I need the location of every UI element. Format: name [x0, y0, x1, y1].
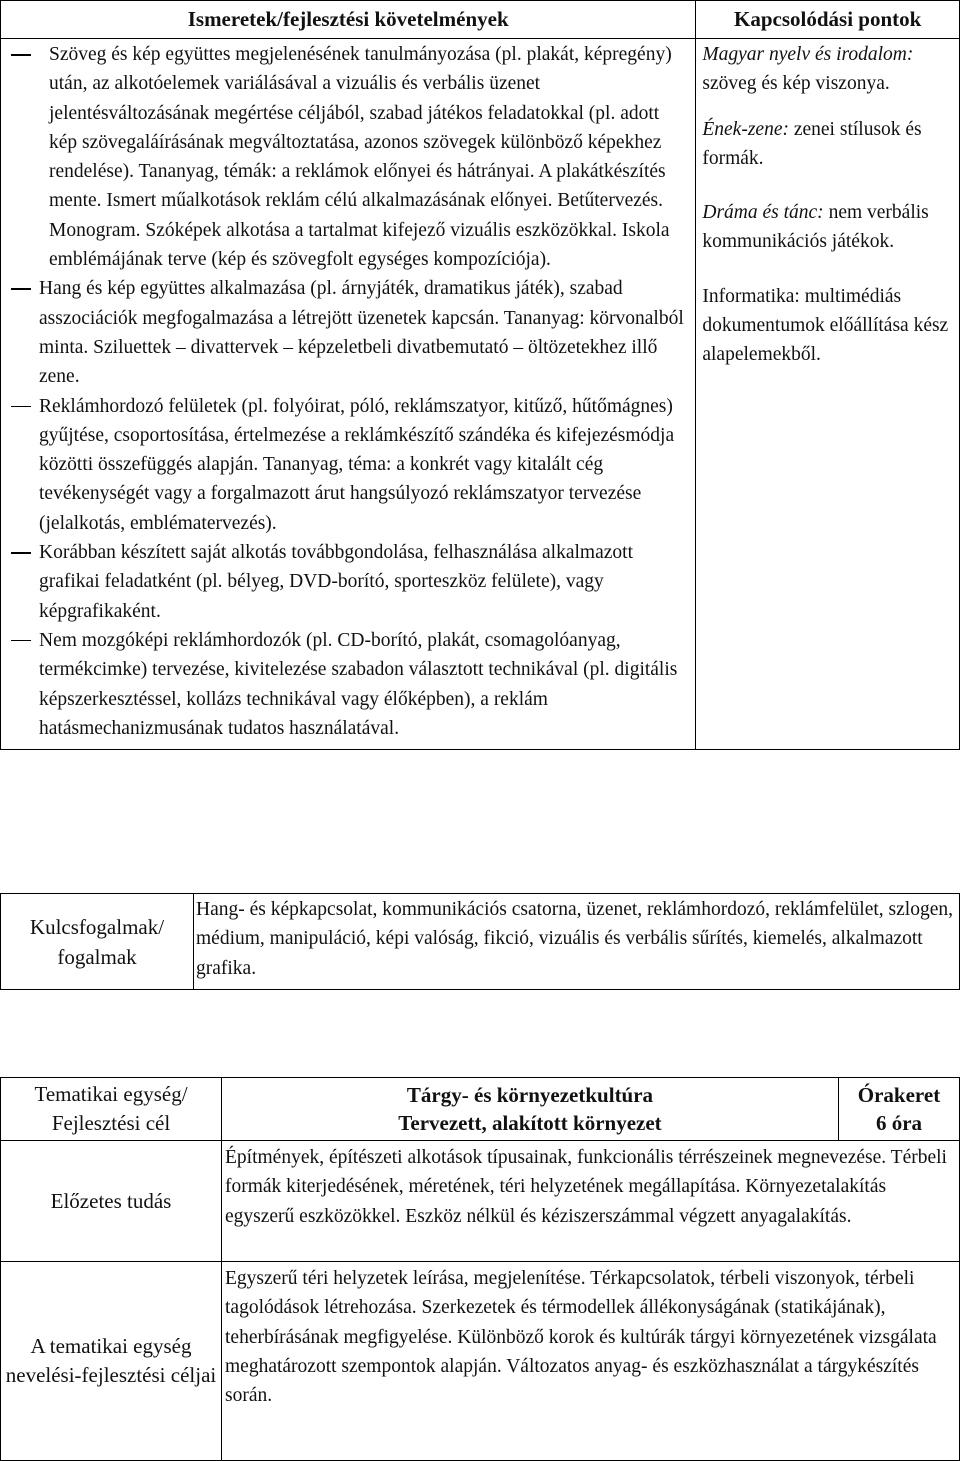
connection-text: nem verbális kommunikációs játékok. — [702, 202, 929, 253]
key-concepts-label: Kulcsfogalmak/ fogalmak — [1, 894, 194, 990]
unit-title-line: Tervezett, alakított környezet — [398, 1111, 662, 1135]
connection-music — [702, 115, 955, 174]
connection-literature — [702, 40, 955, 99]
key-concepts-value: Hang- és képkapcsolat, kommunikációs csatorna, üzenet, reklámhordozó, reklámfelület, szlogen, médium, manipuláció, képi valóság, fikció, vizuális és verbális sűrítés, kiemelés, alkalmazott grafika. — [194, 894, 960, 990]
connection-subject: Magyar nyelv és irodalom: — [702, 44, 914, 65]
connection-text: multimédiás dokumentumok előállítása kész alapelemekből. — [702, 285, 949, 366]
connections-cell — [696, 39, 960, 750]
hours-label: Órakeret — [857, 1083, 941, 1107]
thematic-unit-table — [0, 1077, 960, 1461]
goals-text: Egyszerű téri helyzetek leírása, megjelenítése. Térkapcsolatok, térbeli viszonyok, térbeli tagolódások létrehozása. Szerkezetek és térmodellek állékonyságának (statikájának), teherbírásának megfigyelése. Különböző korok és kultúrák tárgyi környezetének vizsgálata meghatározott szempontok alapján. Változatos anyag- és eszközhasználat a tárgykészítés során. — [222, 1262, 960, 1461]
requirements-header: Ismeretek/fejlesztési követelmények — [1, 1, 696, 39]
key-concepts-table — [0, 893, 960, 990]
connection-text: zenei stílusok és formák. — [702, 118, 922, 169]
unit-title — [222, 1078, 839, 1141]
hours-value: 6 óra — [875, 1111, 923, 1135]
list-item: Hang és kép együttes alkalmazása (pl. árnyjáték, dramatikus játék), szabad asszociációk megfogalmazása a létrejött üzenetek kapcsán. Tananyag: körvonalból minta. Sziluettek – divattervek – képzeletbeli divatbemutató – öltözetekhez illő zene. — [1, 274, 695, 391]
list-item: Korábban készített saját alkotás továbbgondolása, felhasználása alkalmazott grafikai feladatként (pl. bélyeg, DVD-borító, sporteszköz felülete), vagy képgrafikaként. — [1, 538, 695, 626]
connections-header: Kapcsolódási pontok — [696, 1, 960, 39]
unit-label: Tematikai egység/ Fejlesztési cél — [1, 1078, 222, 1141]
list-item: Szöveg és kép együttes megjelenésének tanulmányozása (pl. plakát, képregény) után, az alkotóelemek variálásával a vizuális és verbális üzenet jelentésváltozásának megértése céljából, szabad játékos feladatokkal (pl. adott kép szövegaláírásának megváltoztatása, azonos szövegek különböző képekhez rendelése). Tananyag, témák: a reklámok előnyei és hátrányai. A plakátkészítés mente. Ismert műalkotások reklám célú alkalmazásának előnyei. Betűtervezés. Monogram. Szóképek alkotása a tartalmat kifejező vizuális eszközökkal. Iskola emblémájának terve (kép és szövegfolt egységes kompozíciója). — [1, 40, 695, 274]
connection-informatics — [702, 282, 955, 370]
list-item: Nem mozgóképi reklámhordozók (pl. CD-borító, plakát, csomagolóanyag, termékcimke) tervezése, kivitelezése szabadon választott technikával (pl. digitális képszerkesztéssel, kollázs technikával vagy élőképben), a reklám hatásmechanizmusának tudatos használatával. — [1, 626, 695, 743]
list-item: Reklámhordozó felületek (pl. folyóirat, póló, reklámszatyor, kitűző, hűtőmágnes) gyűjtése, csoportosítása, értelmezése a reklámkészítő szándéka és kifejezésmódja közötti összefüggés alapján. Tananyag, téma: a konkrét vagy kitalált cég tevékenységét vagy a forgalmazott árut hangsúlyozó reklámszatyor tervezése (jelalkotás, emblématervezés). — [1, 392, 695, 538]
connection-subject: Dráma és tánc: — [702, 202, 824, 224]
connection-text: szöveg és kép viszonya. — [702, 73, 890, 95]
prior-knowledge-text: Építmények, építészeti alkotások típusainak, funkcionális térrészeinek megnevezése. Térbeli formák kiterjedésének, méretének, téri helyzetének megállapítása. Környezetalakítás egyszerű eszközökkel. Eszköz nélkül és kéziszerszámmal végzett anyagalakítás. — [222, 1141, 960, 1262]
requirements-list — [1, 39, 695, 749]
connection-subject: Ének-zene: — [702, 118, 789, 140]
requirements-cell — [1, 39, 696, 750]
hours-cell — [839, 1078, 960, 1141]
prior-knowledge-label: Előzetes tudás — [1, 1141, 222, 1262]
goals-label: A tematikai egység nevelési-fejlesztési céljai — [1, 1262, 222, 1461]
unit-title-line: Tárgy- és környezetkultúra — [406, 1083, 654, 1107]
connection-subject: Informatika: — [702, 285, 800, 307]
connection-drama — [702, 198, 955, 257]
